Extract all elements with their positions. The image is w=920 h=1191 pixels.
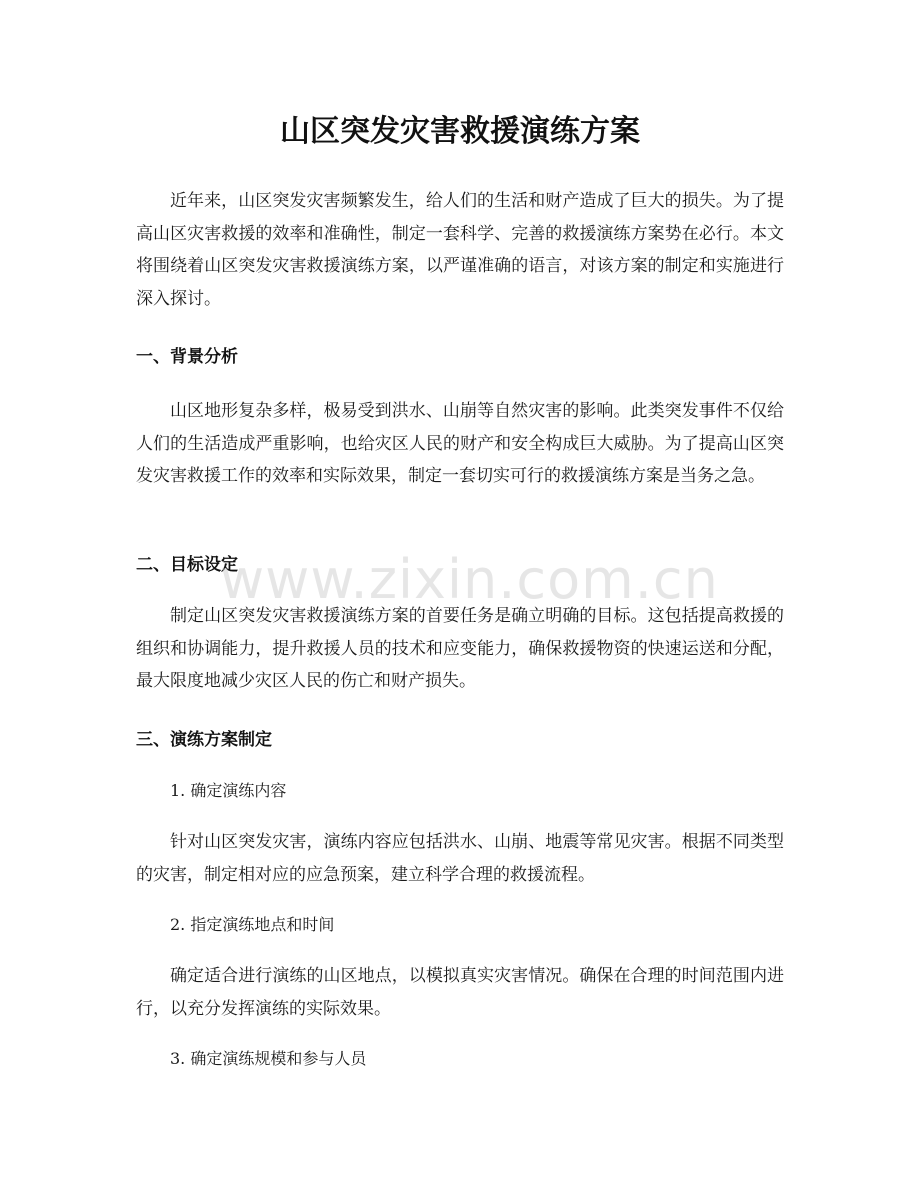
section-heading-plan: 三、演练方案制定 xyxy=(136,730,272,750)
plan-item-3-title: 3. 确定演练规模和参与人员 xyxy=(170,1049,367,1068)
background-paragraph: 山区地形复杂多样，极易受到洪水、山崩等自然灾害的影响。此类突发事件不仅给人们的生活造成严重影响，也给灾区人民的财产和安全构成巨大威胁。为了提高山区突发灾害救援工作的效率和实际效果，制定一套切实可行的救援演练方案是当务之急。 xyxy=(136,401,784,486)
plan-item-2-body: 确定适合进行演练的山区地点，以模拟真实灾害情况。确保在合理的时间范围内进行，以充分发挥演练的实际效果。 xyxy=(136,966,784,1019)
section-heading-background: 一、背景分析 xyxy=(136,347,238,367)
plan-item-1-title: 1. 确定演练内容 xyxy=(170,781,287,800)
goals-paragraph: 制定山区突发灾害救援演练方案的首要任务是确立明确的目标。这包括提高救援的组织和协调能力，提升救援人员的技术和应变能力，确保救援物资的快速运送和分配，最大限度地减少灾区人民的伤亡和财产损失。 xyxy=(136,606,784,691)
intro-paragraph: 近年来，山区突发灾害频繁发生，给人们的生活和财产造成了巨大的损失。为了提高山区灾害救援的效率和准确性，制定一套科学、完善的救援演练方案势在必行。本文将围绕着山区突发灾害救援演练方案，以严谨准确的语言，对该方案的制定和实施进行深入探讨。 xyxy=(136,191,784,309)
plan-item-1-body: 针对山区突发灾害，演练内容应包括洪水、山崩、地震等常见灾害。根据不同类型的灾害，制定相对应的应急预案，建立科学合理的救援流程。 xyxy=(136,832,784,885)
document-title: 山区突发灾害救援演练方案 xyxy=(280,114,640,149)
watermark-text: www.zixin.com.cn xyxy=(220,548,719,611)
section-heading-goals: 二、目标设定 xyxy=(136,555,238,575)
plan-item-2-title: 2. 指定演练地点和时间 xyxy=(170,915,335,934)
